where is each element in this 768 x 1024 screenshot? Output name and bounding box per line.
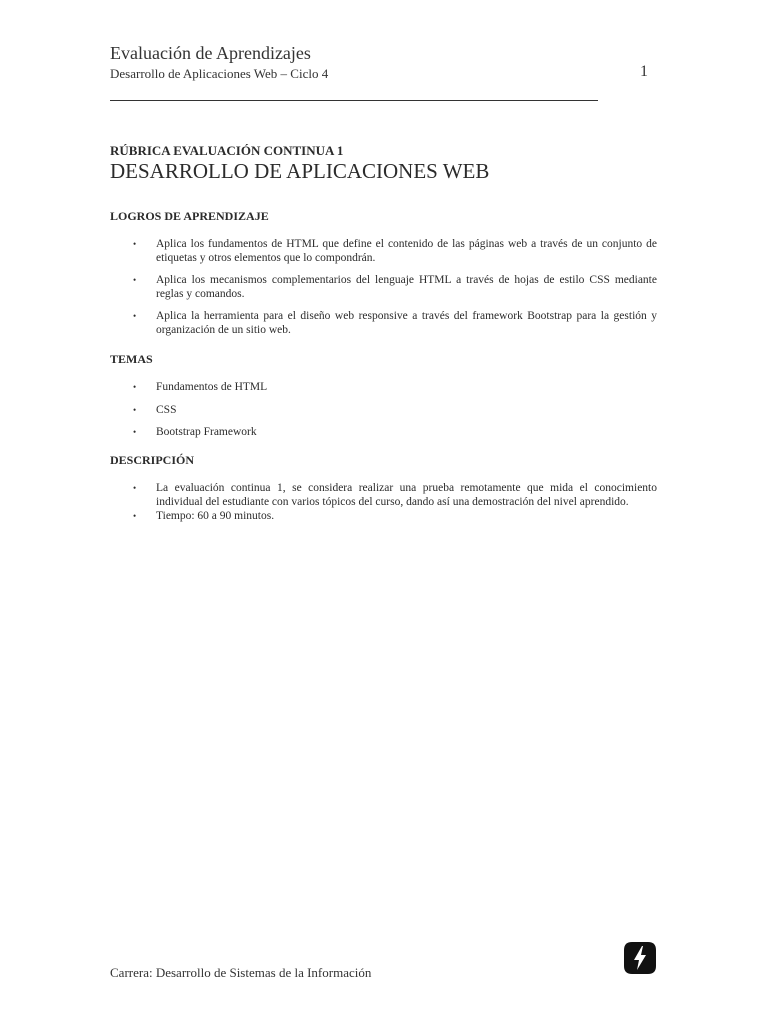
list-item: • Tiempo: 60 a 90 minutos. <box>133 510 275 522</box>
footer-career: Carrera: Desarrollo de Sistemas de la Información <box>110 965 372 980</box>
header-subtitle: Desarrollo de Aplicaciones Web – Ciclo 4 <box>110 66 329 81</box>
bullet-icon: • <box>133 404 137 415</box>
logros-heading: LOGROS DE APRENDIZAJE <box>110 209 269 223</box>
rubric-kicker: RÚBRICA EVALUACIÓN CONTINUA 1 <box>110 143 344 158</box>
bullet-icon: • <box>133 239 137 249</box>
list-item: • Aplica los mecanismos complementarios del lenguaje HTML a través de hojas de estilo CSS mediante reglas y comandos. <box>133 274 657 300</box>
temas-list <box>110 381 657 449</box>
list-item: • CSS <box>133 403 177 416</box>
header-title: Evaluación de Aprendizajes <box>110 43 311 63</box>
bullet-icon: • <box>133 382 137 392</box>
bullet-icon: • <box>133 427 137 437</box>
list-item: • Aplica los fundamentos de HTML que define el contenido de las páginas web a través de un conjunto de etiquetas y otros elementos que lo compondrán. <box>133 238 657 264</box>
logros-list <box>110 238 657 346</box>
document-title: DESARROLLO DE APLICACIONES WEB <box>110 159 490 183</box>
list-item: • Aplica la herramienta para el diseño web responsive a través del framework Bootstrap para la gestión y organización de un sitio web. <box>133 310 657 336</box>
descripcion-list <box>110 482 657 525</box>
bullet-icon: • <box>133 483 137 493</box>
descripcion-heading: DESCRIPCIÓN <box>110 453 195 467</box>
bullet-icon: • <box>133 511 137 521</box>
list-item: • Bootstrap Framework <box>133 426 257 438</box>
list-item: • La evaluación continua 1, se considera realizar una prueba remotamente que mida el conocimiento individual del estudiante con varios tópicos del curso, dando así una demostración del nivel aprendido. <box>133 482 657 508</box>
header-divider <box>110 100 598 101</box>
page-number: 1 <box>640 63 648 80</box>
bullet-icon: • <box>133 311 137 321</box>
temas-heading: TEMAS <box>110 352 153 366</box>
brand-logo-icon <box>620 938 660 978</box>
bullet-icon: • <box>133 275 137 285</box>
list-item: • Fundamentos de HTML <box>133 381 268 393</box>
brand-logo-icon <box>620 938 660 978</box>
